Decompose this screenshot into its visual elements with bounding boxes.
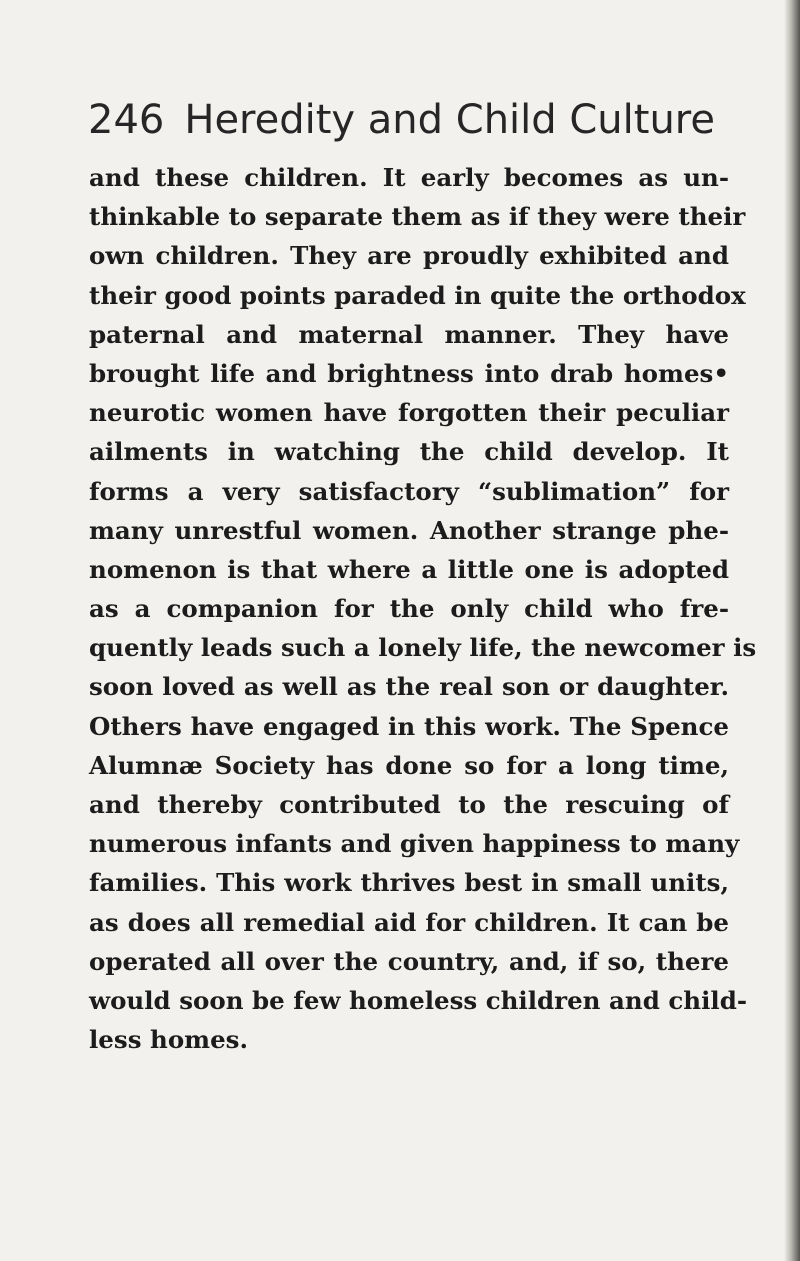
- page-number: 246: [88, 97, 165, 143]
- text-line: and thereby contributed to the rescuing of: [89, 790, 729, 819]
- text-line: and these children. It early becomes as un-: [89, 163, 729, 192]
- text-line: would soon be few homeless children and child-: [89, 985, 748, 1015]
- text-line: less homes.: [89, 1025, 248, 1055]
- text-line: many unrestful women. Another strange phe-: [89, 515, 729, 545]
- body-text: [89, 158, 757, 1059]
- text-line: nomenon is that where a little one is adopted: [89, 554, 729, 584]
- text-line: as does all remedial aid for children. It can be: [89, 907, 729, 937]
- text-line: numerous infants and given happiness to many: [89, 829, 740, 859]
- text-line: paternal and maternal manner. They have: [89, 319, 729, 349]
- page-header: [88, 90, 715, 150]
- text-line: own children. They are proudly exhibited and: [89, 241, 729, 271]
- running-title: Heredity and Child Culture: [184, 97, 715, 143]
- text-line: forms a very satisfactory “sublimation” for: [89, 476, 729, 506]
- text-line: operated all over the country, and, if so, there: [89, 946, 729, 976]
- text-line: Alumnæ Society has done so for a long time,: [89, 750, 729, 780]
- text-line: their good points paraded in quite the orthodox: [89, 280, 746, 310]
- text-line: brought life and brightness into drab homes•: [89, 358, 729, 388]
- text-line: as a companion for the only child who fre-: [89, 594, 729, 624]
- text-line: quently leads such a lonely life, the newcomer is: [89, 633, 757, 663]
- page-edge-shadow: [784, 0, 800, 1261]
- text-line: ailments in watching the child develop. It: [89, 437, 729, 467]
- text-line: neurotic women have forgotten their peculiar: [89, 398, 729, 428]
- text-line: soon loved as well as the real son or daughter.: [89, 672, 729, 702]
- text-line: families. This work thrives best in small units,: [89, 868, 729, 898]
- text-line: Others have engaged in this work. The Spence: [89, 711, 729, 741]
- text-line: thinkable to separate them as if they were their: [89, 202, 746, 232]
